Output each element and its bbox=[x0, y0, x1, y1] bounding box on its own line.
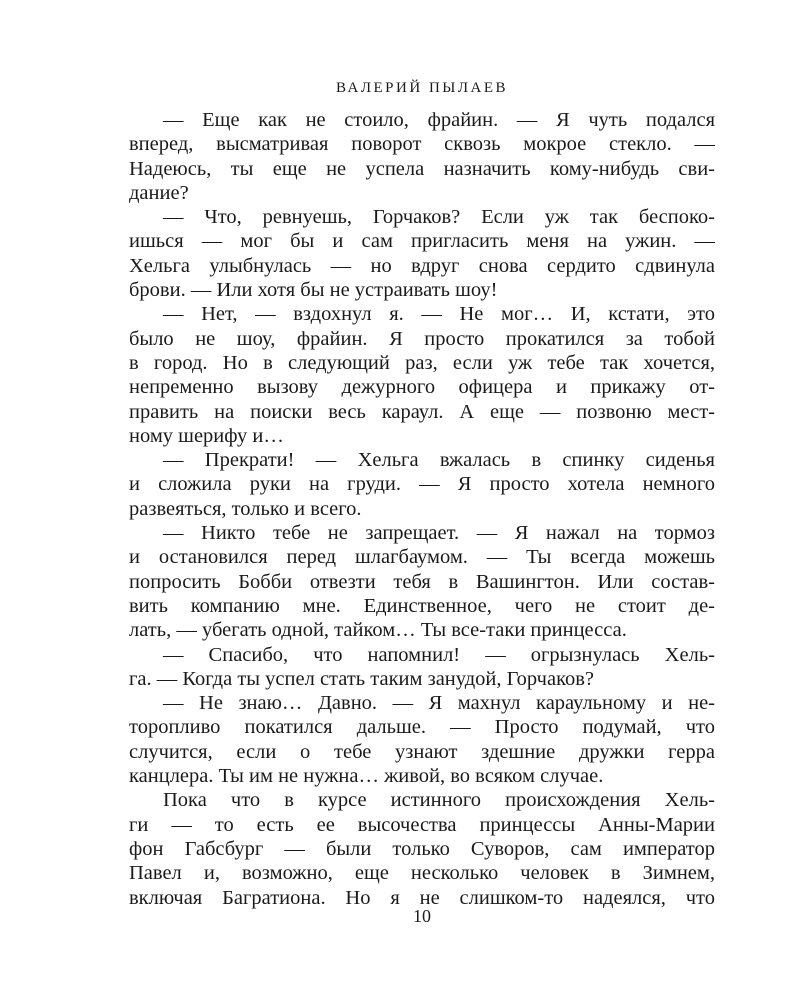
text-line: — Прекрати! — Хельга вжалась в спинку сиденья bbox=[163, 449, 715, 472]
body-text bbox=[129, 108, 715, 910]
text-line: непременно вызову дежурного офицера и прикажу от- bbox=[129, 376, 715, 399]
text-line: — Не знаю… Давно. — Я махнул караульному и не- bbox=[163, 692, 715, 715]
text-line: и сложила руки на груди. — Я просто хотела немного bbox=[129, 473, 715, 496]
text-line: в город. Но в следующий раз, если уж тебе так хочется, bbox=[129, 351, 715, 374]
text-line: — Спасибо, что напомнил! — огрызнулась Хель- bbox=[163, 643, 715, 666]
text-line: было не шоу, фрайин. Я просто прокатился за тобой bbox=[129, 327, 715, 350]
text-line: попросить Бобби отвезти тебя в Вашингтон. Или состав- bbox=[129, 570, 715, 593]
text-line: брови. — Или хотя бы не устраивать шоу! bbox=[129, 279, 498, 302]
text-line: ги — то есть ее высочества принцессы Анны-Марии bbox=[129, 813, 715, 836]
text-line: Пока что в курсе истинного происхождения Хель- bbox=[163, 789, 715, 812]
page-number: 10 bbox=[413, 906, 431, 926]
text-line: включая Багратиона. Но я не слишком-то надеялся, что bbox=[129, 886, 715, 909]
text-line: случится, если о тебе узнают здешние дружки герра bbox=[129, 740, 715, 763]
text-line: — Еще как не стоило, фрайин. — Я чуть подался bbox=[163, 109, 715, 131]
text-line: торопливо покатился дальше. — Просто подумай, что bbox=[129, 716, 715, 739]
text-line: Надеюсь, ты еще не успела назначить кому-нибудь сви- bbox=[129, 157, 715, 180]
text-line: править на поиски весь караул. А еще — позвоню мест- bbox=[129, 400, 715, 423]
book-page bbox=[129, 0, 715, 1000]
text-line: лать, — убегать одной, тайком… Ты все-таки принцесса. bbox=[129, 619, 627, 642]
text-line: вить компанию мне. Единственное, чего не стоит де- bbox=[129, 594, 715, 617]
text-line: Хельга улыбнулась — но вдруг снова сердито сдвинула bbox=[129, 254, 715, 277]
text-line: дание? bbox=[129, 181, 189, 204]
text-line: га. — Когда ты успел стать таким занудой, Горчаков? bbox=[129, 667, 595, 690]
text-line: Павел и, возможно, еще несколько человек в Зимнем, bbox=[129, 862, 715, 885]
text-line: ишься — мог бы и сам пригласить меня на ужин. — bbox=[129, 230, 715, 253]
running-head-author: ВАЛЕРИЙ ПЫЛАЕВ bbox=[335, 80, 509, 96]
text-line: — Нет, — вздохнул я. — Не мог… И, кстати, это bbox=[163, 303, 715, 326]
text-line: развеяться, только и всего. bbox=[129, 497, 362, 520]
text-line: фон Габсбург — были только Суворов, сам император bbox=[129, 837, 715, 860]
text-line: вперед, высматривая поворот сквозь мокрое стекло. — bbox=[129, 133, 715, 156]
text-line: — Что, ревнуешь, Горчаков? Если уж так беспоко- bbox=[163, 206, 715, 229]
text-line: ному шерифу и… bbox=[129, 424, 284, 447]
text-line: и остановился перед шлагбаумом. — Ты всегда можешь bbox=[129, 546, 715, 569]
text-line: канцлера. Ты им не нужна… живой, во всяком случае. bbox=[129, 765, 604, 788]
text-line: — Никто тебе не запрещает. — Я нажал на тормоз bbox=[163, 522, 715, 545]
